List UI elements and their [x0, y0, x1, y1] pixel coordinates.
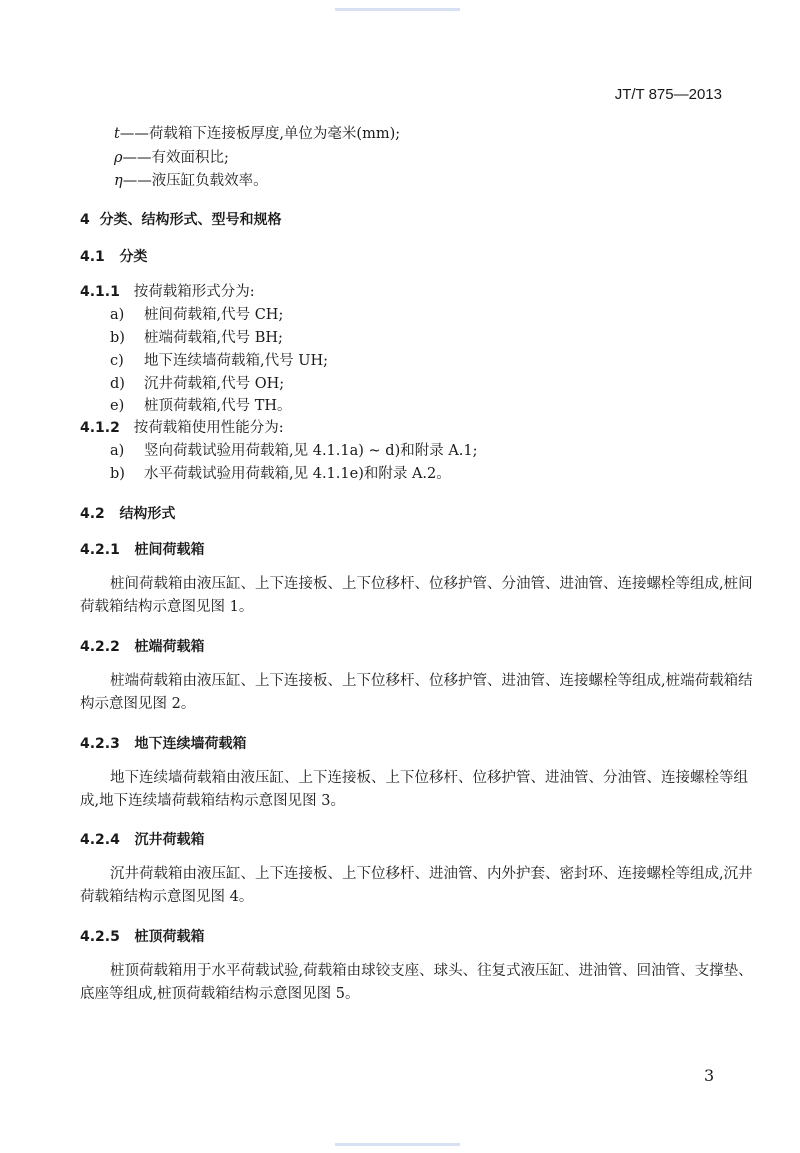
item-label: e) — [110, 398, 125, 414]
paragraph-line: 桩顶荷载箱用于水平荷载试验,荷载箱由球铰支座、球头、往复式液压缸、进油管、回油管、支撑垫、 — [110, 963, 753, 979]
subsection-heading — [80, 541, 205, 559]
item-label: c) — [110, 353, 124, 369]
heading-number: 4.2.2 — [80, 639, 120, 655]
list-item — [110, 306, 283, 324]
list-item — [110, 465, 451, 483]
heading-title: 分类 — [119, 249, 148, 265]
item-label: b) — [110, 466, 125, 482]
heading-title: 桩间荷载箱 — [134, 542, 205, 558]
list-item — [110, 329, 283, 347]
clause-4-1-1 — [80, 283, 255, 301]
section-heading — [80, 211, 282, 229]
paragraph-line: 地下连续墙荷载箱由液压缸、上下连接板、上下位移杆、位移护管、进油管、分油管、连接螺栓等组 — [110, 770, 748, 786]
symbol: η — [114, 173, 123, 189]
definition: ——有效面积比; — [122, 150, 229, 166]
item-text: 竖向荷载试验用荷载箱,见 4.1.1a) ~ d)和附录 A.1; — [144, 443, 478, 459]
list-item — [110, 397, 292, 415]
list-item — [110, 442, 478, 460]
heading-number: 4.2.5 — [80, 929, 120, 945]
paragraph-line: 桩间荷载箱由液压缸、上下连接板、上下位移杆、位移护管、分油管、进油管、连接螺栓等组成,桩间 — [110, 576, 753, 592]
symbol: t — [114, 126, 120, 142]
paragraph-line: 构示意图见图 2。 — [80, 696, 196, 712]
paragraph-line: 成,地下连续墙荷载箱结构示意图见图 3。 — [80, 793, 345, 809]
item-label: a) — [110, 307, 125, 323]
item-text: 沉井荷载箱,代号 OH; — [144, 376, 285, 392]
clause-4-1-2 — [80, 419, 284, 437]
list-item — [110, 352, 328, 370]
heading-number: 4.2.3 — [80, 736, 120, 752]
symbol-definition — [114, 149, 229, 167]
paragraph-line: 荷载箱结构示意图见图 4。 — [80, 889, 254, 905]
page-number: 3 — [704, 1066, 715, 1085]
standard-code: JT/T 875—2013 — [614, 86, 722, 103]
heading-title: 桩顶荷载箱 — [134, 929, 205, 945]
item-label: a) — [110, 443, 125, 459]
heading-title: 地下连续墙荷载箱 — [134, 736, 247, 752]
heading-title: 桩端荷载箱 — [134, 639, 205, 655]
list-item — [110, 375, 284, 393]
heading-title: 结构形式 — [119, 506, 176, 522]
heading-number: 4.2.4 — [80, 832, 120, 848]
definition: ——液压缸负载效率。 — [122, 173, 268, 189]
subsection-heading — [80, 638, 205, 656]
heading-number: 4.2.1 — [80, 542, 120, 558]
item-label: d) — [110, 376, 125, 392]
symbol-definition — [114, 125, 400, 143]
heading-number: 4.2 — [80, 506, 105, 522]
item-label: b) — [110, 330, 125, 346]
section-heading — [80, 248, 147, 266]
symbol: ρ — [114, 150, 123, 166]
paragraph-line: 桩端荷载箱由液压缸、上下连接板、上下位移杆、位移护管、进油管、连接螺栓等组成,桩端荷载箱结 — [110, 673, 753, 689]
section-heading — [80, 505, 175, 523]
watermark-top — [335, 8, 460, 11]
item-text: 水平荷载试验用荷载箱,见 4.1.1e)和附录 A.2。 — [144, 466, 451, 482]
clause-number: 4.1.1 — [80, 284, 120, 300]
definition: ——荷载箱下连接板厚度,单位为毫米(mm); — [119, 126, 401, 142]
clause-number: 4.1.2 — [80, 420, 120, 436]
paragraph-line: 沉井荷载箱由液压缸、上下连接板、上下位移杆、进油管、内外护套、密封环、连接螺栓等组成,沉井 — [110, 866, 753, 882]
item-text: 桩端荷载箱,代号 BH; — [144, 330, 283, 346]
item-text: 桩间荷载箱,代号 CH; — [144, 307, 284, 323]
heading-title: 分类、结构形式、型号和规格 — [99, 212, 282, 228]
subsection-heading — [80, 928, 205, 946]
subsection-heading — [80, 735, 247, 753]
heading-number: 4.1 — [80, 249, 105, 265]
subsection-heading — [80, 831, 205, 849]
item-text: 地下连续墙荷载箱,代号 UH; — [144, 353, 328, 369]
item-text: 桩顶荷载箱,代号 TH。 — [144, 398, 292, 414]
watermark-bottom — [335, 1143, 460, 1146]
clause-text: 按荷载箱形式分为: — [133, 284, 255, 300]
clause-text: 按荷载箱使用性能分为: — [133, 420, 284, 436]
heading-number: 4 — [80, 212, 90, 228]
heading-title: 沉井荷载箱 — [134, 832, 205, 848]
symbol-definition — [114, 172, 268, 190]
paragraph-line: 荷载箱结构示意图见图 1。 — [80, 599, 254, 615]
paragraph-line: 底座等组成,桩顶荷载箱结构示意图见图 5。 — [80, 986, 360, 1002]
